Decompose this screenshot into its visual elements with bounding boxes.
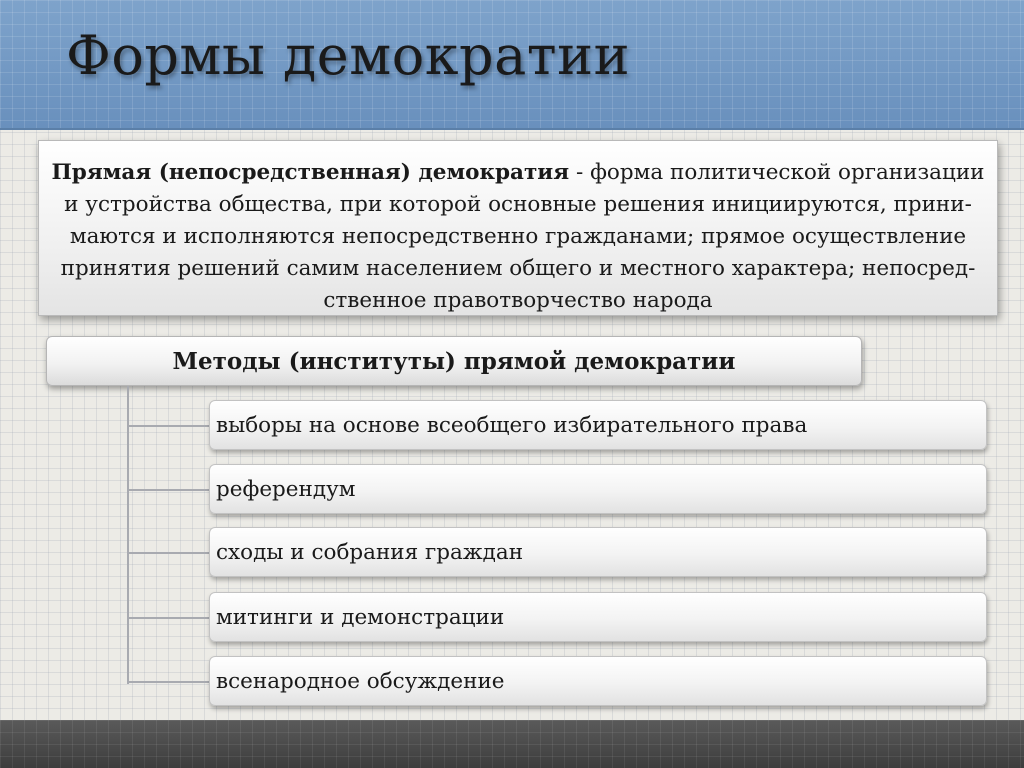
connector-line <box>127 617 209 619</box>
definition-text-1: форма политической организации <box>590 160 985 185</box>
definition-line-2: и устройства общества, при которой основные решения инициируются, прини- <box>64 192 972 217</box>
connector-line <box>127 681 209 683</box>
connector-line <box>127 489 209 491</box>
definition-line-3: маются и исполняются непосредственно гражданами; прямое осуществление <box>69 224 967 249</box>
definition-separator: - <box>569 160 591 185</box>
method-item-referendum: референдум <box>209 464 987 514</box>
connector-line <box>127 425 209 427</box>
method-item-assemblies: сходы и собрания граждан <box>209 527 987 577</box>
method-item-elections: выборы на основе всеобщего избирательного права <box>209 400 987 450</box>
method-item-public-discussion: всенародное обсуждение <box>209 656 987 706</box>
bottom-bar <box>0 720 1024 768</box>
definition-line-4: принятия решений самим населением общего и местного характера; непосред- <box>60 256 976 281</box>
title-bar <box>0 0 1024 130</box>
methods-header: Методы (институты) прямой демократии <box>46 336 862 386</box>
connector-line <box>127 552 209 554</box>
definition-line-5: ственное правотворчество народа <box>323 288 713 313</box>
connector-vertical-line <box>127 386 129 684</box>
definition-box <box>38 140 998 316</box>
method-item-rallies: митинги и демонстрации <box>209 592 987 642</box>
slide-title: Формы демократии <box>66 24 631 87</box>
definition-line-1 <box>51 157 985 189</box>
definition-term: Прямая (непосредственная) демократия <box>51 160 570 185</box>
